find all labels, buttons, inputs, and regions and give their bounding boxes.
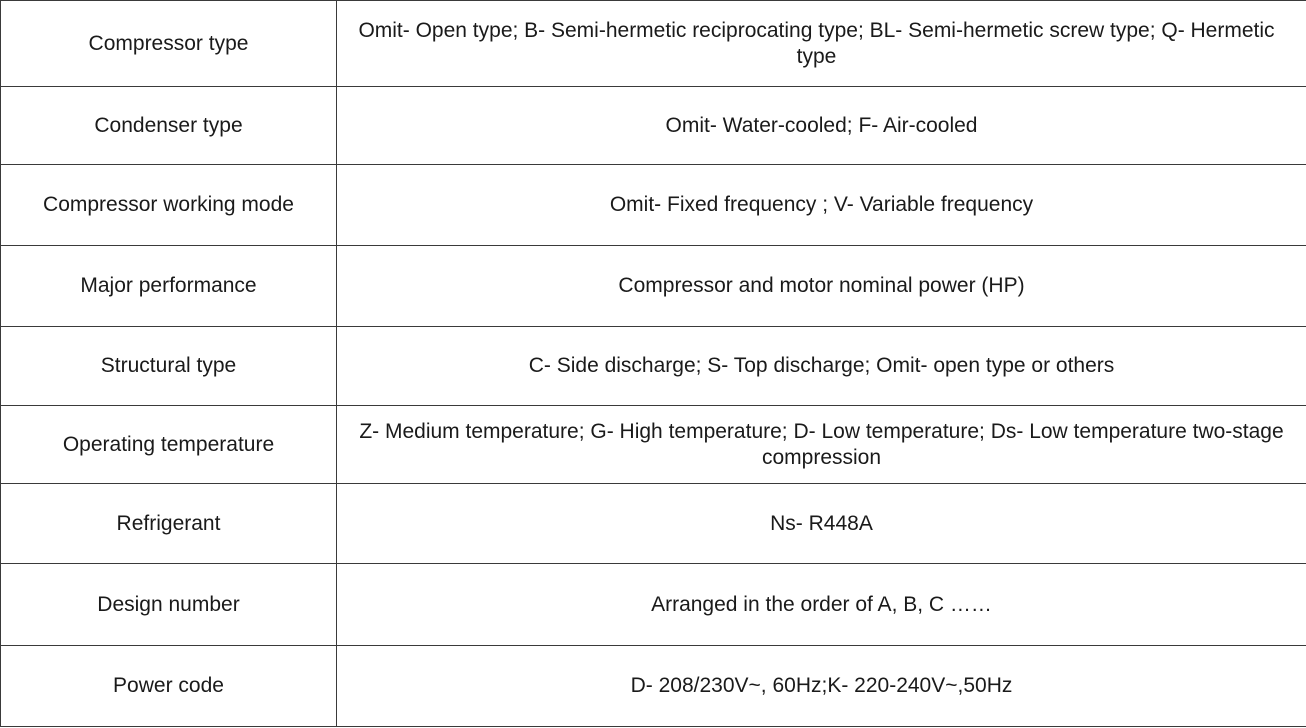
table-row (1, 87, 1306, 165)
row-value-major-performance: Compressor and motor nominal power (HP) (337, 246, 1306, 327)
row-value-condenser-type: Omit- Water-cooled; F- Air-cooled (337, 87, 1306, 165)
row-value-structural-type: C- Side discharge; S- Top discharge; Omit- open type or others (337, 327, 1306, 406)
row-value-operating-temperature: Z- Medium temperature; G- High temperature; D- Low temperature; Ds- Low temperature two-stage compression (337, 406, 1306, 484)
row-label-power-code: Power code (1, 646, 337, 727)
row-value-compressor-type: Omit- Open type; B- Semi-hermetic reciprocating type; BL- Semi-hermetic screw type; Q- Hermetic type (337, 1, 1306, 87)
table-row (1, 246, 1306, 327)
table-row (1, 406, 1306, 484)
row-label-design-number: Design number (1, 564, 337, 646)
table-row (1, 646, 1306, 727)
row-value-power-code: D- 208/230V~, 60Hz;K- 220-240V~,50Hz (337, 646, 1306, 727)
row-label-compressor-working-mode: Compressor working mode (1, 165, 337, 246)
row-label-condenser-type: Condenser type (1, 87, 337, 165)
row-label-compressor-type: Compressor type (1, 1, 337, 87)
table-body (1, 1, 1306, 727)
row-label-major-performance: Major performance (1, 246, 337, 327)
table-row (1, 1, 1306, 87)
row-value-design-number: Arranged in the order of A, B, C …… (337, 564, 1306, 646)
table-row (1, 484, 1306, 564)
row-label-operating-temperature: Operating temperature (1, 406, 337, 484)
row-label-refrigerant: Refrigerant (1, 484, 337, 564)
table-row (1, 564, 1306, 646)
row-value-compressor-working-mode: Omit- Fixed frequency ; V- Variable frequency (337, 165, 1306, 246)
table-row (1, 327, 1306, 406)
row-value-refrigerant: Ns- R448A (337, 484, 1306, 564)
row-label-structural-type: Structural type (1, 327, 337, 406)
table-row (1, 165, 1306, 246)
